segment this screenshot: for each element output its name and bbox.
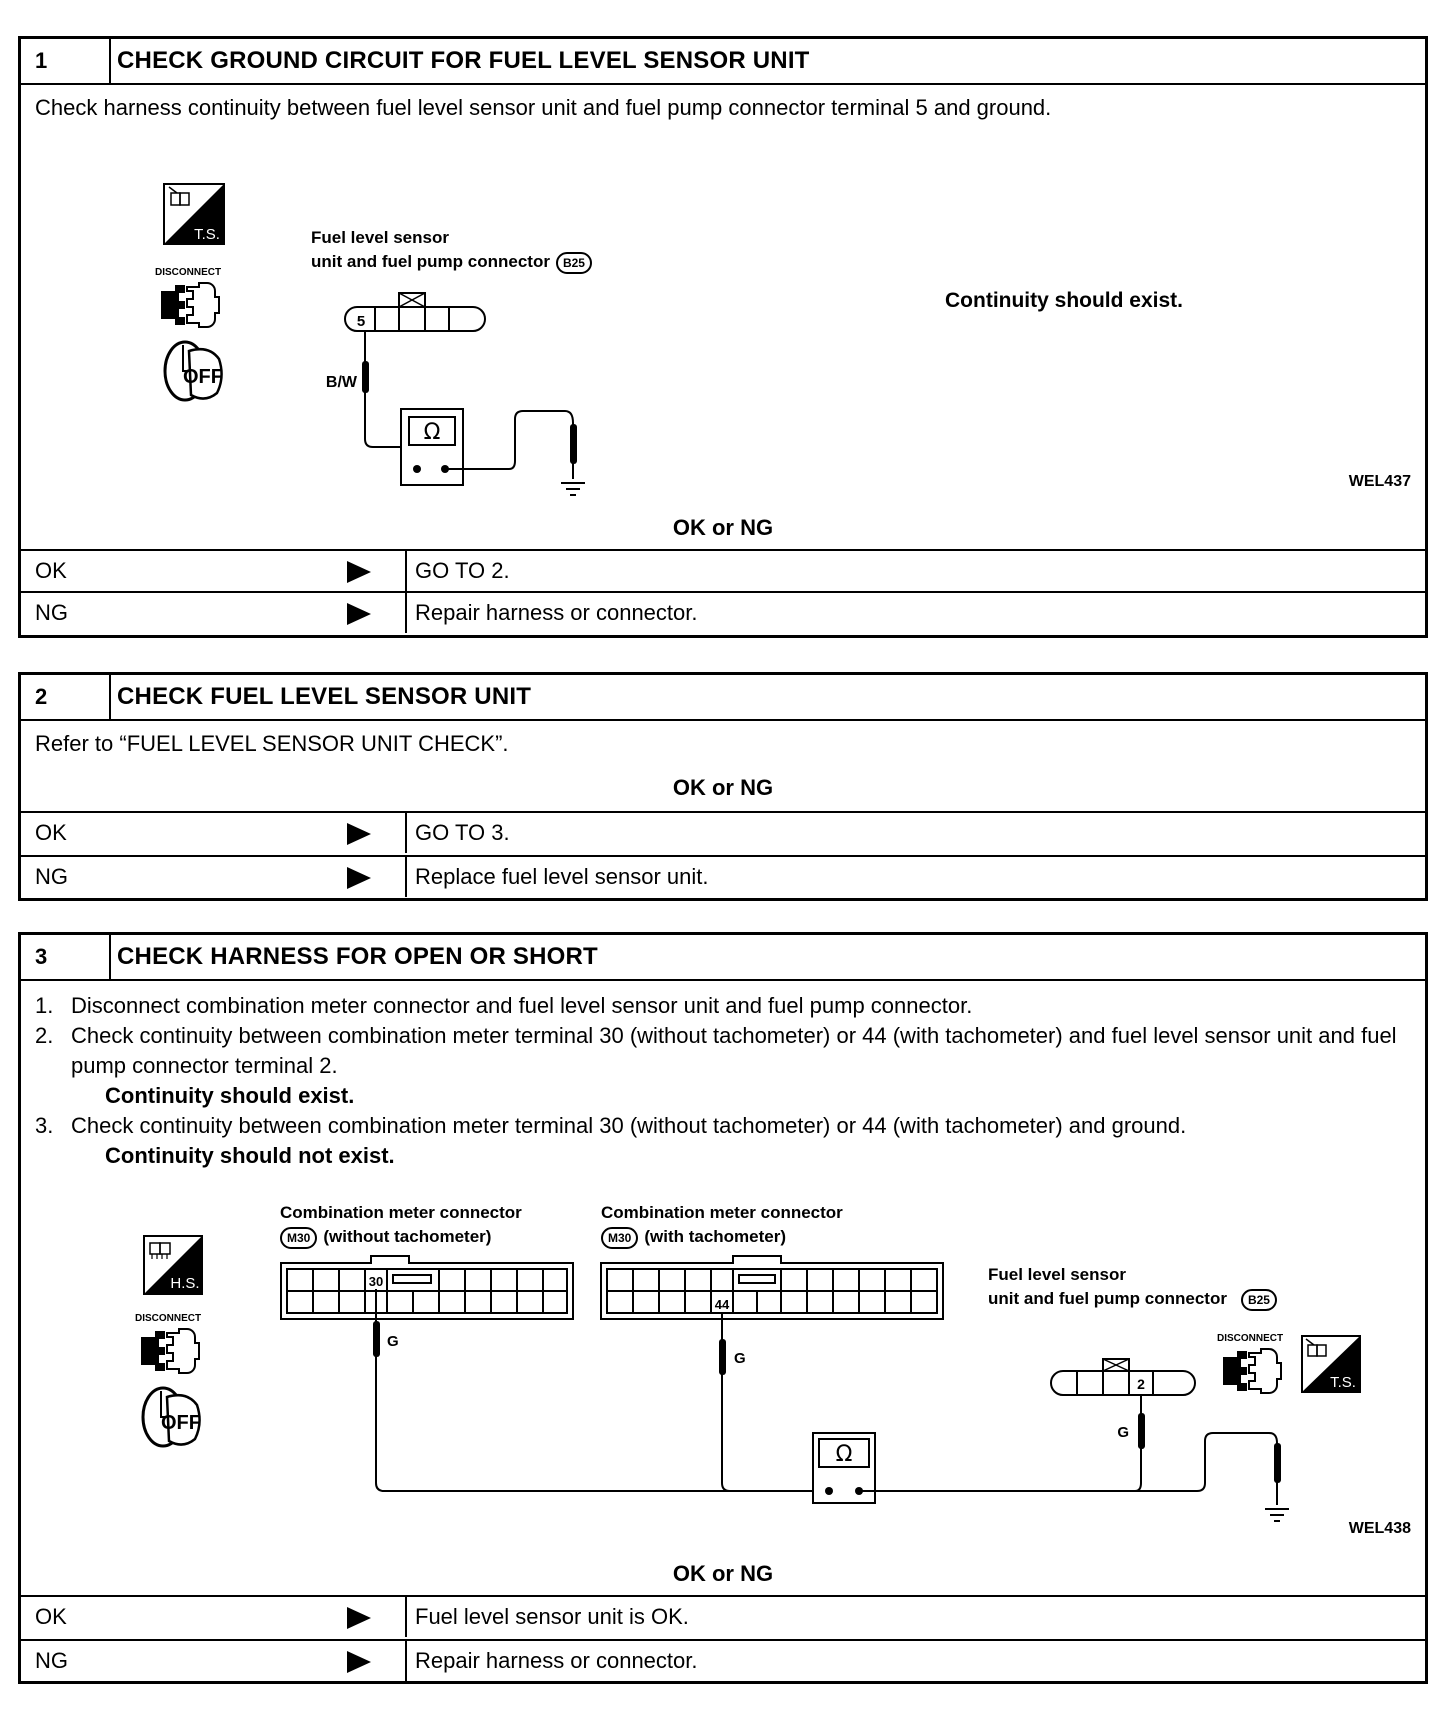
ground-symbol — [1265, 1509, 1289, 1521]
ok-or-ng-label: OK or NG — [672, 1561, 774, 1586]
sensor-terminal: 2 — [1137, 1376, 1145, 1392]
disconnect-label: DISCONNECT — [155, 267, 222, 278]
probe-a — [373, 1321, 380, 1357]
step-instruction: Check harness continuity between fuel level sensor unit and fuel pump connector terminal 5 and ground. — [35, 95, 1052, 120]
ok-or-ng-label: OK or NG — [672, 515, 774, 540]
outcome-row-ok — [21, 811, 1425, 853]
step-item-number: 3. — [35, 1113, 54, 1138]
arrow-right-icon — [347, 867, 371, 889]
ground-symbol — [561, 483, 585, 495]
step-instruction: Refer to “FUEL LEVEL SENSOR UNIT CHECK”. — [35, 731, 509, 756]
step-number: 3 — [21, 935, 111, 979]
step-title: CHECK FUEL LEVEL SENSOR UNIT — [117, 683, 532, 710]
step-1-header — [21, 39, 1425, 85]
meter-b-subtitle: (with tachometer) — [644, 1227, 787, 1246]
step-item-number: 1. — [35, 993, 54, 1018]
continuity-diagram — [321, 289, 621, 499]
step-title: CHECK GROUND CIRCUIT FOR FUEL LEVEL SENSOR UNIT — [117, 47, 810, 74]
column-divider — [405, 857, 407, 897]
column-divider — [405, 593, 407, 633]
outcome-action: Fuel level sensor unit is OK. — [415, 1604, 689, 1629]
column-divider — [405, 551, 407, 591]
meter-b-title: Combination meter connector — [601, 1203, 843, 1222]
disconnect-label: DISCONNECT — [1217, 1333, 1284, 1344]
step-condition: Continuity should exist. — [105, 1083, 355, 1108]
ground-probe — [570, 424, 577, 464]
ground-probe — [1274, 1443, 1281, 1483]
svg-text:H.S.: H.S. — [170, 1275, 200, 1292]
svg-text:T.S.: T.S. — [194, 226, 220, 243]
connector-code-badge: B25 — [556, 252, 592, 274]
ohm-symbol: Ω — [835, 1442, 853, 1467]
outcome-key: NG — [35, 864, 68, 889]
wire-color-sensor: G — [1117, 1424, 1129, 1441]
meter-b-terminal: 44 — [714, 1297, 730, 1312]
svg-text:OFF: OFF — [183, 366, 223, 388]
step-item-text: Check continuity between combination meter terminal 30 (without tachometer) or 44 (with tachometer) and ground. — [71, 1113, 1187, 1138]
svg-text:T.S.: T.S. — [1330, 1374, 1356, 1391]
connector-code-badge: B25 — [1241, 1289, 1277, 1311]
outcome-key: OK — [35, 1604, 67, 1629]
svg-text:OFF: OFF — [161, 1412, 201, 1434]
arrow-right-icon — [347, 561, 371, 583]
ts-icon — [1301, 1335, 1361, 1393]
outcome-row-ok — [21, 549, 1425, 591]
probe-sensor — [1138, 1413, 1145, 1449]
ohmmeter — [401, 409, 463, 485]
outcome-action: Replace fuel level sensor unit. — [415, 864, 709, 889]
step-number: 2 — [21, 675, 111, 719]
column-divider — [405, 813, 407, 853]
outcome-row-ng — [21, 855, 1425, 897]
probe — [362, 361, 369, 393]
step-1-table — [18, 36, 1428, 638]
step-2-header — [21, 675, 1425, 721]
arrow-right-icon — [347, 1607, 371, 1629]
outcome-action: GO TO 3. — [415, 820, 510, 845]
ok-or-ng-label: OK or NG — [672, 775, 774, 800]
meter-a-terminal: 30 — [368, 1274, 384, 1289]
ohm-symbol: Ω — [423, 420, 441, 445]
ignition-off-icon — [161, 339, 227, 403]
meter-a-subtitle: (without tachometer) — [323, 1227, 492, 1246]
figure-id: WEL438 — [1348, 1520, 1411, 1537]
meter-connector-b — [601, 1256, 943, 1319]
outcome-key: NG — [35, 1648, 68, 1673]
arrow-right-icon — [347, 603, 371, 625]
connector-label-line1: Fuel level sensor — [311, 228, 449, 247]
figure-id: WEL437 — [1348, 473, 1411, 490]
disconnect-connector-icon — [1219, 1347, 1285, 1395]
outcome-action: GO TO 2. — [415, 558, 510, 583]
step-item-number: 2. — [35, 1023, 54, 1048]
step-condition: Continuity should not exist. — [105, 1143, 395, 1168]
step-item-text: Check continuity between combination meter terminal 30 (without tachometer) or 44 (with tachometer) and fuel level sensor unit and fuel pump connector terminal 2. — [71, 1023, 1397, 1078]
arrow-right-icon — [347, 823, 371, 845]
outcome-key: NG — [35, 600, 68, 625]
meter-connector-a — [281, 1256, 573, 1319]
connector-label — [311, 226, 592, 274]
arrow-right-icon — [347, 1651, 371, 1673]
wire-color-a: G — [387, 1333, 399, 1350]
step-number: 1 — [21, 39, 111, 83]
disconnect-label: DISCONNECT — [135, 1313, 202, 1324]
wire-color: B/W — [325, 374, 357, 391]
continuity-result: Continuity should exist. — [945, 289, 1184, 312]
ground-wire — [445, 411, 573, 479]
step-item-text: Disconnect combination meter connector and fuel level sensor unit and fuel pump connector. — [71, 993, 973, 1018]
terminal-number: 5 — [356, 313, 366, 330]
harness-diagram — [21, 935, 1425, 1635]
outcome-action: Repair harness or connector. — [415, 1648, 698, 1673]
wire-to-sensor — [859, 1433, 1277, 1505]
sensor-label-line2: unit and fuel pump connector — [988, 1289, 1227, 1308]
outcome-key: OK — [35, 558, 67, 583]
column-divider — [405, 1597, 407, 1637]
meter-a-title: Combination meter connector — [280, 1203, 522, 1222]
sensor-label-line1: Fuel level sensor — [988, 1265, 1126, 1284]
step-3-table — [18, 932, 1428, 1684]
disconnect-connector-icon — [157, 281, 223, 329]
outcome-row-ng — [21, 1639, 1425, 1681]
connector-code-badge: M30 — [280, 1227, 317, 1249]
connector-label-line2: unit and fuel pump connector — [311, 252, 550, 271]
outcome-key: OK — [35, 820, 67, 845]
connector-code-badge: M30 — [601, 1227, 638, 1249]
step-2-table — [18, 672, 1428, 901]
outcome-row-ng — [21, 591, 1425, 633]
step-title: CHECK HARNESS FOR OPEN OR SHORT — [117, 943, 598, 970]
probe-b — [719, 1339, 726, 1375]
column-divider — [405, 1641, 407, 1681]
wire-color-b: G — [734, 1350, 746, 1367]
b25-connector — [345, 293, 485, 331]
outcome-row-ok — [21, 1595, 1425, 1637]
ts-icon — [163, 183, 225, 245]
ohmmeter — [813, 1433, 875, 1503]
b25-connector — [1051, 1359, 1195, 1395]
outcome-action: Repair harness or connector. — [415, 600, 698, 625]
